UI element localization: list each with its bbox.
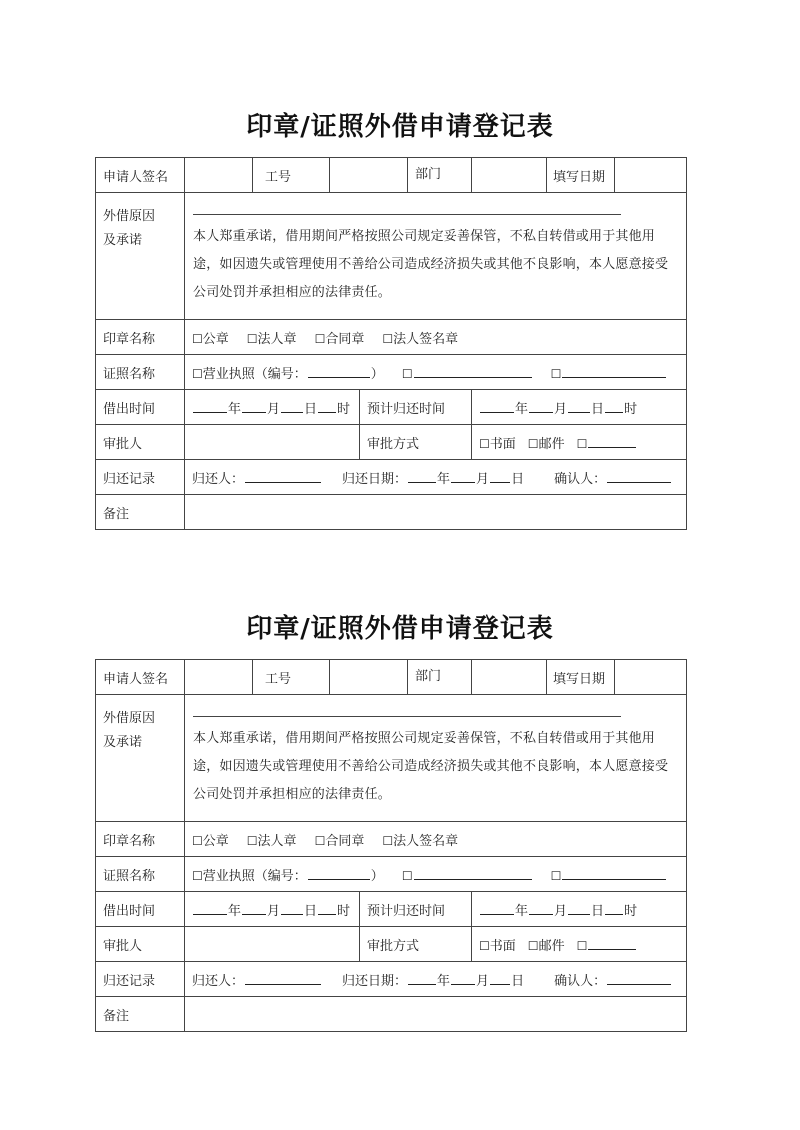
approval-row bbox=[96, 425, 687, 460]
checkbox-icon: ☐ bbox=[192, 366, 203, 381]
department-label: 部门 bbox=[415, 669, 442, 684]
approval-option-checkbox[interactable] bbox=[528, 437, 565, 452]
seal-option-label: 法人签名章 bbox=[393, 331, 459, 347]
license-checkbox-business[interactable] bbox=[192, 869, 255, 884]
fill-date-label: 填写日期 bbox=[547, 660, 615, 695]
employee-id-field[interactable] bbox=[330, 660, 472, 695]
reason-input-line[interactable] bbox=[193, 696, 621, 717]
day-unit: 日 bbox=[511, 471, 525, 487]
return-record-fields bbox=[185, 962, 687, 997]
returner-label: 归还人： bbox=[192, 471, 245, 487]
day-unit: 日 bbox=[304, 903, 318, 919]
license-row bbox=[96, 355, 687, 390]
applicant-row bbox=[96, 158, 687, 193]
reason-label-line2: 及承诺 bbox=[103, 233, 143, 248]
seal-row bbox=[96, 320, 687, 355]
form-table bbox=[95, 157, 687, 530]
seal-option-checkbox[interactable] bbox=[315, 332, 365, 347]
seal-option-label: 合同章 bbox=[325, 331, 365, 347]
approver-label: 审批人 bbox=[96, 425, 185, 460]
hour-unit: 时 bbox=[624, 401, 638, 417]
lend-time-field[interactable] bbox=[185, 892, 360, 927]
department-field[interactable] bbox=[472, 660, 547, 695]
approval-option-label: 邮件 bbox=[538, 436, 565, 452]
approval-method-label: 审批方式 bbox=[360, 425, 472, 460]
reason-label-line1: 外借原因 bbox=[103, 711, 156, 726]
remarks-row bbox=[96, 997, 687, 1032]
month-unit: 月 bbox=[476, 471, 490, 487]
seal-row bbox=[96, 822, 687, 857]
approval-option-label: 书面 bbox=[489, 938, 516, 954]
return-date-label: 归还日期： bbox=[342, 471, 408, 487]
license-other-field-1[interactable] bbox=[414, 364, 532, 378]
approval-option-checkbox[interactable] bbox=[528, 939, 565, 954]
checkbox-icon: ☐ bbox=[314, 331, 326, 346]
month-unit: 月 bbox=[554, 903, 568, 919]
checkbox-icon: ☐ bbox=[527, 436, 539, 451]
seal-option-checkbox[interactable] bbox=[247, 332, 297, 347]
remarks-field[interactable] bbox=[185, 495, 687, 530]
confirmer-field[interactable] bbox=[607, 971, 671, 985]
return-record-label: 归还记录 bbox=[96, 962, 185, 997]
hour-unit: 时 bbox=[337, 401, 351, 417]
reason-row bbox=[96, 695, 687, 822]
reason-label-line1: 外借原因 bbox=[103, 209, 156, 224]
license-number-close: ） bbox=[370, 868, 384, 884]
seal-name-label: 印章名称 bbox=[96, 320, 185, 355]
loan-application-form bbox=[95, 659, 686, 1032]
form-title: 印章/证照外借申请登记表 bbox=[246, 614, 554, 644]
confirmer-label: 确认人： bbox=[554, 471, 607, 487]
checkbox-icon: ☐ bbox=[192, 331, 203, 346]
reason-label-line2: 及承诺 bbox=[103, 735, 143, 750]
expected-return-label: 预计归还时间 bbox=[360, 892, 472, 927]
license-other-field-1[interactable] bbox=[414, 866, 532, 880]
year-unit: 年 bbox=[228, 903, 242, 919]
license-number-label: （编号： bbox=[254, 366, 307, 382]
approval-option-checkbox[interactable] bbox=[479, 437, 516, 452]
loan-application-form bbox=[95, 157, 686, 530]
seal-options bbox=[185, 320, 687, 355]
checkbox-icon[interactable]: ☐ bbox=[576, 436, 588, 451]
pledge-text: 本人郑重承诺，借用期间严格按照公司规定妥善保管，不私自转借或用于其他用途，如因遗失或管理使用不善给公司造成经济损失或其他不良影响，本人愿意接受公司处罚并承担相应的法律责任。 bbox=[193, 731, 669, 802]
seal-option-label: 合同章 bbox=[325, 833, 365, 849]
return-month-field[interactable] bbox=[451, 469, 475, 483]
form-table bbox=[95, 659, 687, 1032]
checkbox-icon: ☐ bbox=[314, 833, 326, 848]
approval-method-options bbox=[472, 425, 687, 460]
year-unit: 年 bbox=[515, 903, 529, 919]
lend-time-field[interactable] bbox=[185, 390, 360, 425]
license-number-field[interactable] bbox=[308, 866, 370, 880]
confirmer-label: 确认人： bbox=[554, 973, 607, 989]
checkbox-icon[interactable]: ☐ bbox=[401, 868, 413, 883]
checkbox-icon: ☐ bbox=[382, 331, 394, 346]
approval-method-options bbox=[472, 927, 687, 962]
applicant-signature-field[interactable] bbox=[185, 660, 253, 695]
reason-label bbox=[96, 695, 185, 822]
seal-option-checkbox[interactable] bbox=[315, 834, 365, 849]
return-row bbox=[96, 460, 687, 495]
approver-label: 审批人 bbox=[96, 927, 185, 962]
time-row bbox=[96, 892, 687, 927]
employee-id-field[interactable] bbox=[330, 158, 472, 193]
seal-option-label: 公章 bbox=[202, 833, 229, 849]
applicant-signature-label: 申请人签名 bbox=[96, 158, 185, 193]
remarks-label: 备注 bbox=[96, 997, 185, 1032]
return-month-field[interactable] bbox=[451, 971, 475, 985]
return-row bbox=[96, 962, 687, 997]
checkbox-icon[interactable]: ☐ bbox=[550, 366, 562, 381]
form-title: 印章/证照外借申请登记表 bbox=[246, 112, 554, 142]
remarks-row bbox=[96, 495, 687, 530]
returner-label: 归还人： bbox=[192, 973, 245, 989]
year-unit: 年 bbox=[515, 401, 529, 417]
fill-date-field[interactable] bbox=[615, 158, 687, 193]
approval-row bbox=[96, 927, 687, 962]
checkbox-icon[interactable]: ☐ bbox=[401, 366, 413, 381]
reason-cell bbox=[185, 695, 687, 822]
return-year-field[interactable] bbox=[408, 469, 436, 483]
license-checkbox-business[interactable] bbox=[192, 367, 255, 382]
seal-option-label: 法人章 bbox=[257, 331, 297, 347]
seal-name-label: 印章名称 bbox=[96, 822, 185, 857]
checkbox-icon: ☐ bbox=[479, 436, 490, 451]
returner-field[interactable] bbox=[245, 469, 321, 483]
lend-time-label: 借出时间 bbox=[96, 390, 185, 425]
checkbox-icon: ☐ bbox=[527, 938, 539, 953]
remarks-field[interactable] bbox=[185, 997, 687, 1032]
approval-other-field[interactable] bbox=[588, 434, 636, 448]
checkbox-icon[interactable]: ☐ bbox=[576, 938, 588, 953]
year-unit: 年 bbox=[437, 471, 451, 487]
return-year-field[interactable] bbox=[408, 971, 436, 985]
seal-option-checkbox[interactable] bbox=[192, 834, 229, 849]
confirmer-field[interactable] bbox=[607, 469, 671, 483]
license-number-label: （编号： bbox=[254, 868, 307, 884]
employee-id-label: 工号 bbox=[253, 158, 330, 193]
license-number-close: ） bbox=[370, 366, 384, 382]
expected-return-label: 预计归还时间 bbox=[360, 390, 472, 425]
year-unit: 年 bbox=[437, 973, 451, 989]
month-unit: 月 bbox=[267, 903, 281, 919]
return-record-label: 归还记录 bbox=[96, 460, 185, 495]
seal-option-checkbox[interactable] bbox=[382, 834, 458, 849]
license-options bbox=[185, 857, 687, 892]
employee-id-label: 工号 bbox=[253, 660, 330, 695]
license-name-label: 证照名称 bbox=[96, 355, 185, 390]
license-number-field[interactable] bbox=[308, 364, 370, 378]
license-name-label: 证照名称 bbox=[96, 857, 185, 892]
hour-unit: 时 bbox=[624, 903, 638, 919]
reason-cell bbox=[185, 193, 687, 320]
hour-unit: 时 bbox=[337, 903, 351, 919]
day-unit: 日 bbox=[591, 903, 605, 919]
checkbox-icon[interactable]: ☐ bbox=[550, 868, 562, 883]
approver-field[interactable] bbox=[185, 927, 360, 962]
checkbox-icon: ☐ bbox=[246, 833, 258, 848]
checkbox-icon: ☐ bbox=[192, 868, 203, 883]
fill-date-label: 填写日期 bbox=[547, 158, 615, 193]
month-unit: 月 bbox=[554, 401, 568, 417]
approval-option-label: 书面 bbox=[489, 436, 516, 452]
license-row bbox=[96, 857, 687, 892]
applicant-row bbox=[96, 660, 687, 695]
seal-option-checkbox[interactable] bbox=[382, 332, 458, 347]
license-business-label: 营业执照 bbox=[202, 366, 255, 382]
time-row bbox=[96, 390, 687, 425]
approval-option-label: 邮件 bbox=[538, 938, 565, 954]
expected-return-field[interactable] bbox=[472, 390, 687, 425]
reason-input-line[interactable] bbox=[193, 194, 621, 215]
approval-other-field[interactable] bbox=[588, 936, 636, 950]
return-date-label: 归还日期： bbox=[342, 973, 408, 989]
license-business-label: 营业执照 bbox=[202, 868, 255, 884]
remarks-label: 备注 bbox=[96, 495, 185, 530]
license-other-field-2[interactable] bbox=[562, 364, 666, 378]
return-record-fields bbox=[185, 460, 687, 495]
seal-options bbox=[185, 822, 687, 857]
checkbox-icon: ☐ bbox=[479, 938, 490, 953]
seal-option-checkbox[interactable] bbox=[247, 834, 297, 849]
seal-option-label: 法人章 bbox=[257, 833, 297, 849]
approval-option-checkbox[interactable] bbox=[479, 939, 516, 954]
day-unit: 日 bbox=[304, 401, 318, 417]
year-unit: 年 bbox=[228, 401, 242, 417]
license-other-field-2[interactable] bbox=[562, 866, 666, 880]
expected-return-field[interactable] bbox=[472, 892, 687, 927]
return-day-field[interactable] bbox=[490, 469, 510, 483]
return-day-field[interactable] bbox=[490, 971, 510, 985]
department-field[interactable] bbox=[472, 158, 547, 193]
lend-time-label: 借出时间 bbox=[96, 892, 185, 927]
reason-row bbox=[96, 193, 687, 320]
applicant-signature-label: 申请人签名 bbox=[96, 660, 185, 695]
seal-option-label: 公章 bbox=[202, 331, 229, 347]
seal-option-label: 法人签名章 bbox=[393, 833, 459, 849]
day-unit: 日 bbox=[511, 973, 525, 989]
approver-field[interactable] bbox=[185, 425, 360, 460]
month-unit: 月 bbox=[267, 401, 281, 417]
checkbox-icon: ☐ bbox=[246, 331, 258, 346]
department-label: 部门 bbox=[415, 167, 442, 182]
license-options bbox=[185, 355, 687, 390]
fill-date-field[interactable] bbox=[615, 660, 687, 695]
applicant-signature-field[interactable] bbox=[185, 158, 253, 193]
month-unit: 月 bbox=[476, 973, 490, 989]
seal-option-checkbox[interactable] bbox=[192, 332, 229, 347]
approval-method-label: 审批方式 bbox=[360, 927, 472, 962]
checkbox-icon: ☐ bbox=[192, 833, 203, 848]
checkbox-icon: ☐ bbox=[382, 833, 394, 848]
day-unit: 日 bbox=[591, 401, 605, 417]
returner-field[interactable] bbox=[245, 971, 321, 985]
pledge-text: 本人郑重承诺，借用期间严格按照公司规定妥善保管，不私自转借或用于其他用途，如因遗失或管理使用不善给公司造成经济损失或其他不良影响，本人愿意接受公司处罚并承担相应的法律责任。 bbox=[193, 229, 669, 300]
reason-label bbox=[96, 193, 185, 320]
